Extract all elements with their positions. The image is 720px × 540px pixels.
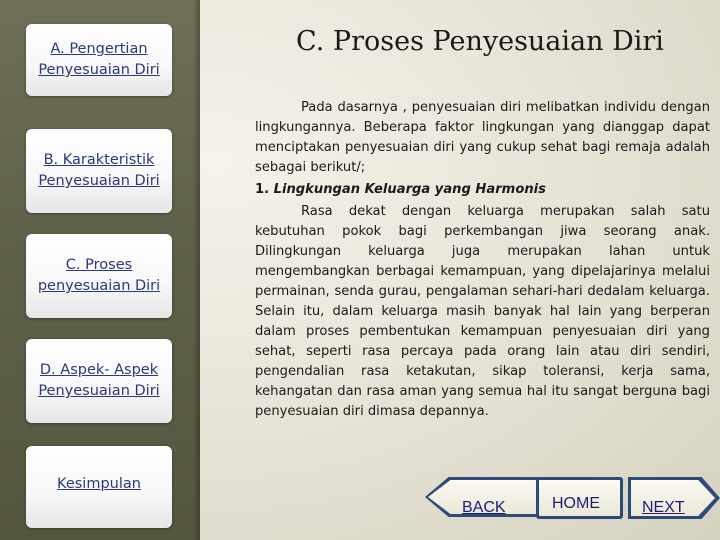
nav-item-label: D. Aspek- Aspek (39, 362, 159, 378)
section-heading (255, 180, 710, 200)
nav-item-karakteristik[interactable] (26, 129, 172, 213)
body-paragraph: Rasa dekat dengan keluarga merupakan salah satu kebutuhan pokok bagi perkembangan jiwa seorang anak. Dilingkungan keluarga juga merupakan lahan untuk mengembangkan berbagai kemampuan, yang dipelajarinya melalui permainan, senda gurau, pengalaman sehari-hari dedalam keluarga. Selain itu, dalam keluarga masih banyak hal lain yang berperan dalam proses pembentukan kemampuan penyesuaian diri yang sehat, seperti rasa percaya pada orang lain atau diri sendiri, pengendalian rasa ketakutan, sikap toleransi, kerja sama, kehangatan dan rasa aman yang semua hal itu sangat berguna bagi penyesuaian diri dimasa depannya. (255, 204, 710, 419)
intro-paragraph: Pada dasarnya , penyesuaian diri melibatkan individu dengan lingkungannya. Beberapa faktor lingkungan yang dianggap dapat menciptakan penyesuaian diri yang cukup sehat bagi remaja adalah sebagai berikut/; (255, 100, 710, 175)
section-heading-number: 1. (255, 182, 270, 197)
nav-item-kesimpulan[interactable] (26, 446, 172, 528)
page-title: C. Proses Penyesuaian Diri (296, 26, 664, 57)
nav-item-label: Kesimpulan (57, 476, 141, 492)
content-body (255, 98, 710, 422)
nav-item-aspek[interactable] (26, 339, 172, 423)
section-heading-text: Lingkungan Keluarga yang Harmonis (273, 182, 546, 197)
next-button-label[interactable]: NEXT (642, 499, 685, 516)
nav-item-label: A. Pengertian (50, 41, 148, 57)
nav-item-proses[interactable] (26, 234, 172, 318)
nav-item-label: penyesuaian Diri (37, 278, 161, 294)
nav-item-label: Penyesuaian Diri (38, 62, 160, 78)
nav-item-pengertian[interactable] (26, 24, 172, 96)
nav-item-label: B. Karakteristik (43, 152, 155, 168)
nav-item-label: Penyesuaian Diri (38, 173, 160, 189)
sidebar (0, 0, 200, 540)
back-button-label[interactable]: BACK (462, 499, 506, 516)
home-button-label[interactable]: HOME (552, 495, 600, 512)
nav-item-label: Penyesuaian Diri (38, 383, 160, 399)
nav-item-label: C. Proses (65, 257, 133, 273)
